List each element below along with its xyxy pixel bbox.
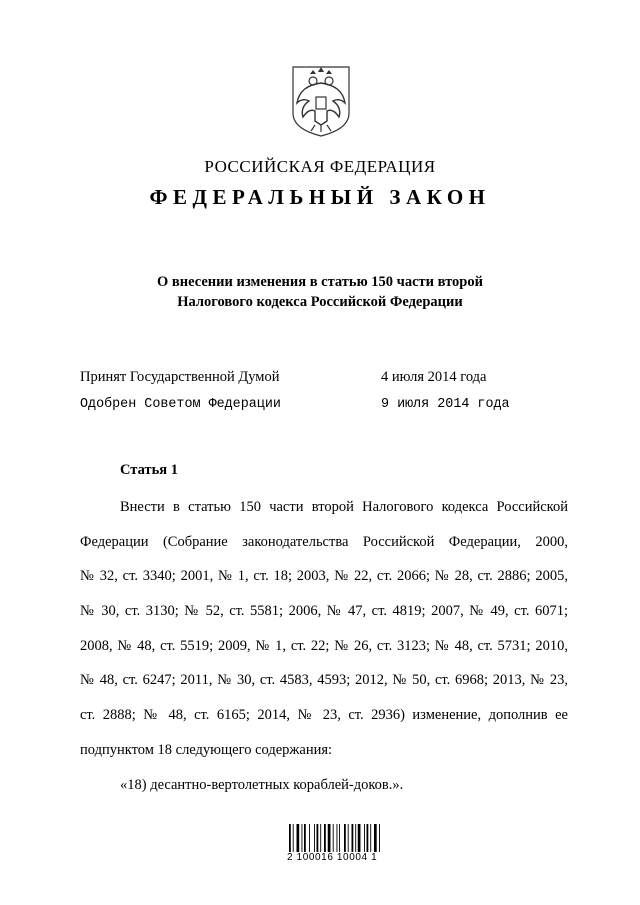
amendment-quote: «18) десантно-вертолетных кораблей-доков.». — [120, 776, 404, 793]
article-body — [80, 490, 568, 802]
duma-adoption-date: 4 июля 2014 года — [381, 369, 487, 385]
barcode-number: 2 100016 10004 1 — [287, 852, 378, 863]
council-approval-label: Одобрен Советом Федерации — [80, 397, 281, 412]
article-text-line: № 32, ст. 3340; 2001, № 1, ст. 18; 2003, № 22, ст. 2066; № 28, ст. 2886; 2005, — [80, 568, 568, 585]
article-text-line: 2008, № 48, ст. 5519; 2009, № 1, ст. 22; № 26, ст. 3123; № 48, ст. 5731; 2010, — [80, 637, 568, 654]
article-text-line: подпунктом 18 следующего содержания: — [80, 741, 333, 758]
document-title — [0, 272, 640, 312]
article-text-line: Внести в статью 150 части второй Налогового кодекса Российской — [120, 499, 568, 515]
country-name: РОССИЙСКАЯ ФЕДЕРАЦИЯ — [204, 157, 436, 176]
article-text-line: № 48, ст. 6247; 2011, № 30, ст. 4583, 4593; 2012, № 50, ст. 6968; 2013, № 23, — [80, 672, 568, 689]
duma-adoption-label: Принят Государственной Думой — [80, 369, 280, 385]
article-text-line: № 30, ст. 3130; № 52, ст. 5581; 2006, № 47, ст. 4819; 2007, № 49, ст. 6071; — [80, 603, 568, 620]
document-title-line: Налогового кодекса Российской Федерации — [177, 294, 463, 310]
article-text-line: ст. 2888; № 48, ст. 6165; 2014, № 23, ст. 2936) изменение, дополнив ее — [80, 707, 568, 724]
article-text-line: Федерации (Собрание законодательства Российской Федерации, 2000, — [80, 533, 568, 550]
coat-of-arms-emblem — [287, 63, 355, 138]
article-heading: Статья 1 — [120, 462, 178, 478]
law-type-heading: ФЕДЕРАЛЬНЫЙ ЗАКОН — [149, 185, 491, 209]
document-title-line: О внесении изменения в статью 150 части второй — [157, 274, 483, 290]
barcode-icon — [287, 818, 409, 852]
council-approval-date: 9 июля 2014 года — [381, 397, 510, 412]
